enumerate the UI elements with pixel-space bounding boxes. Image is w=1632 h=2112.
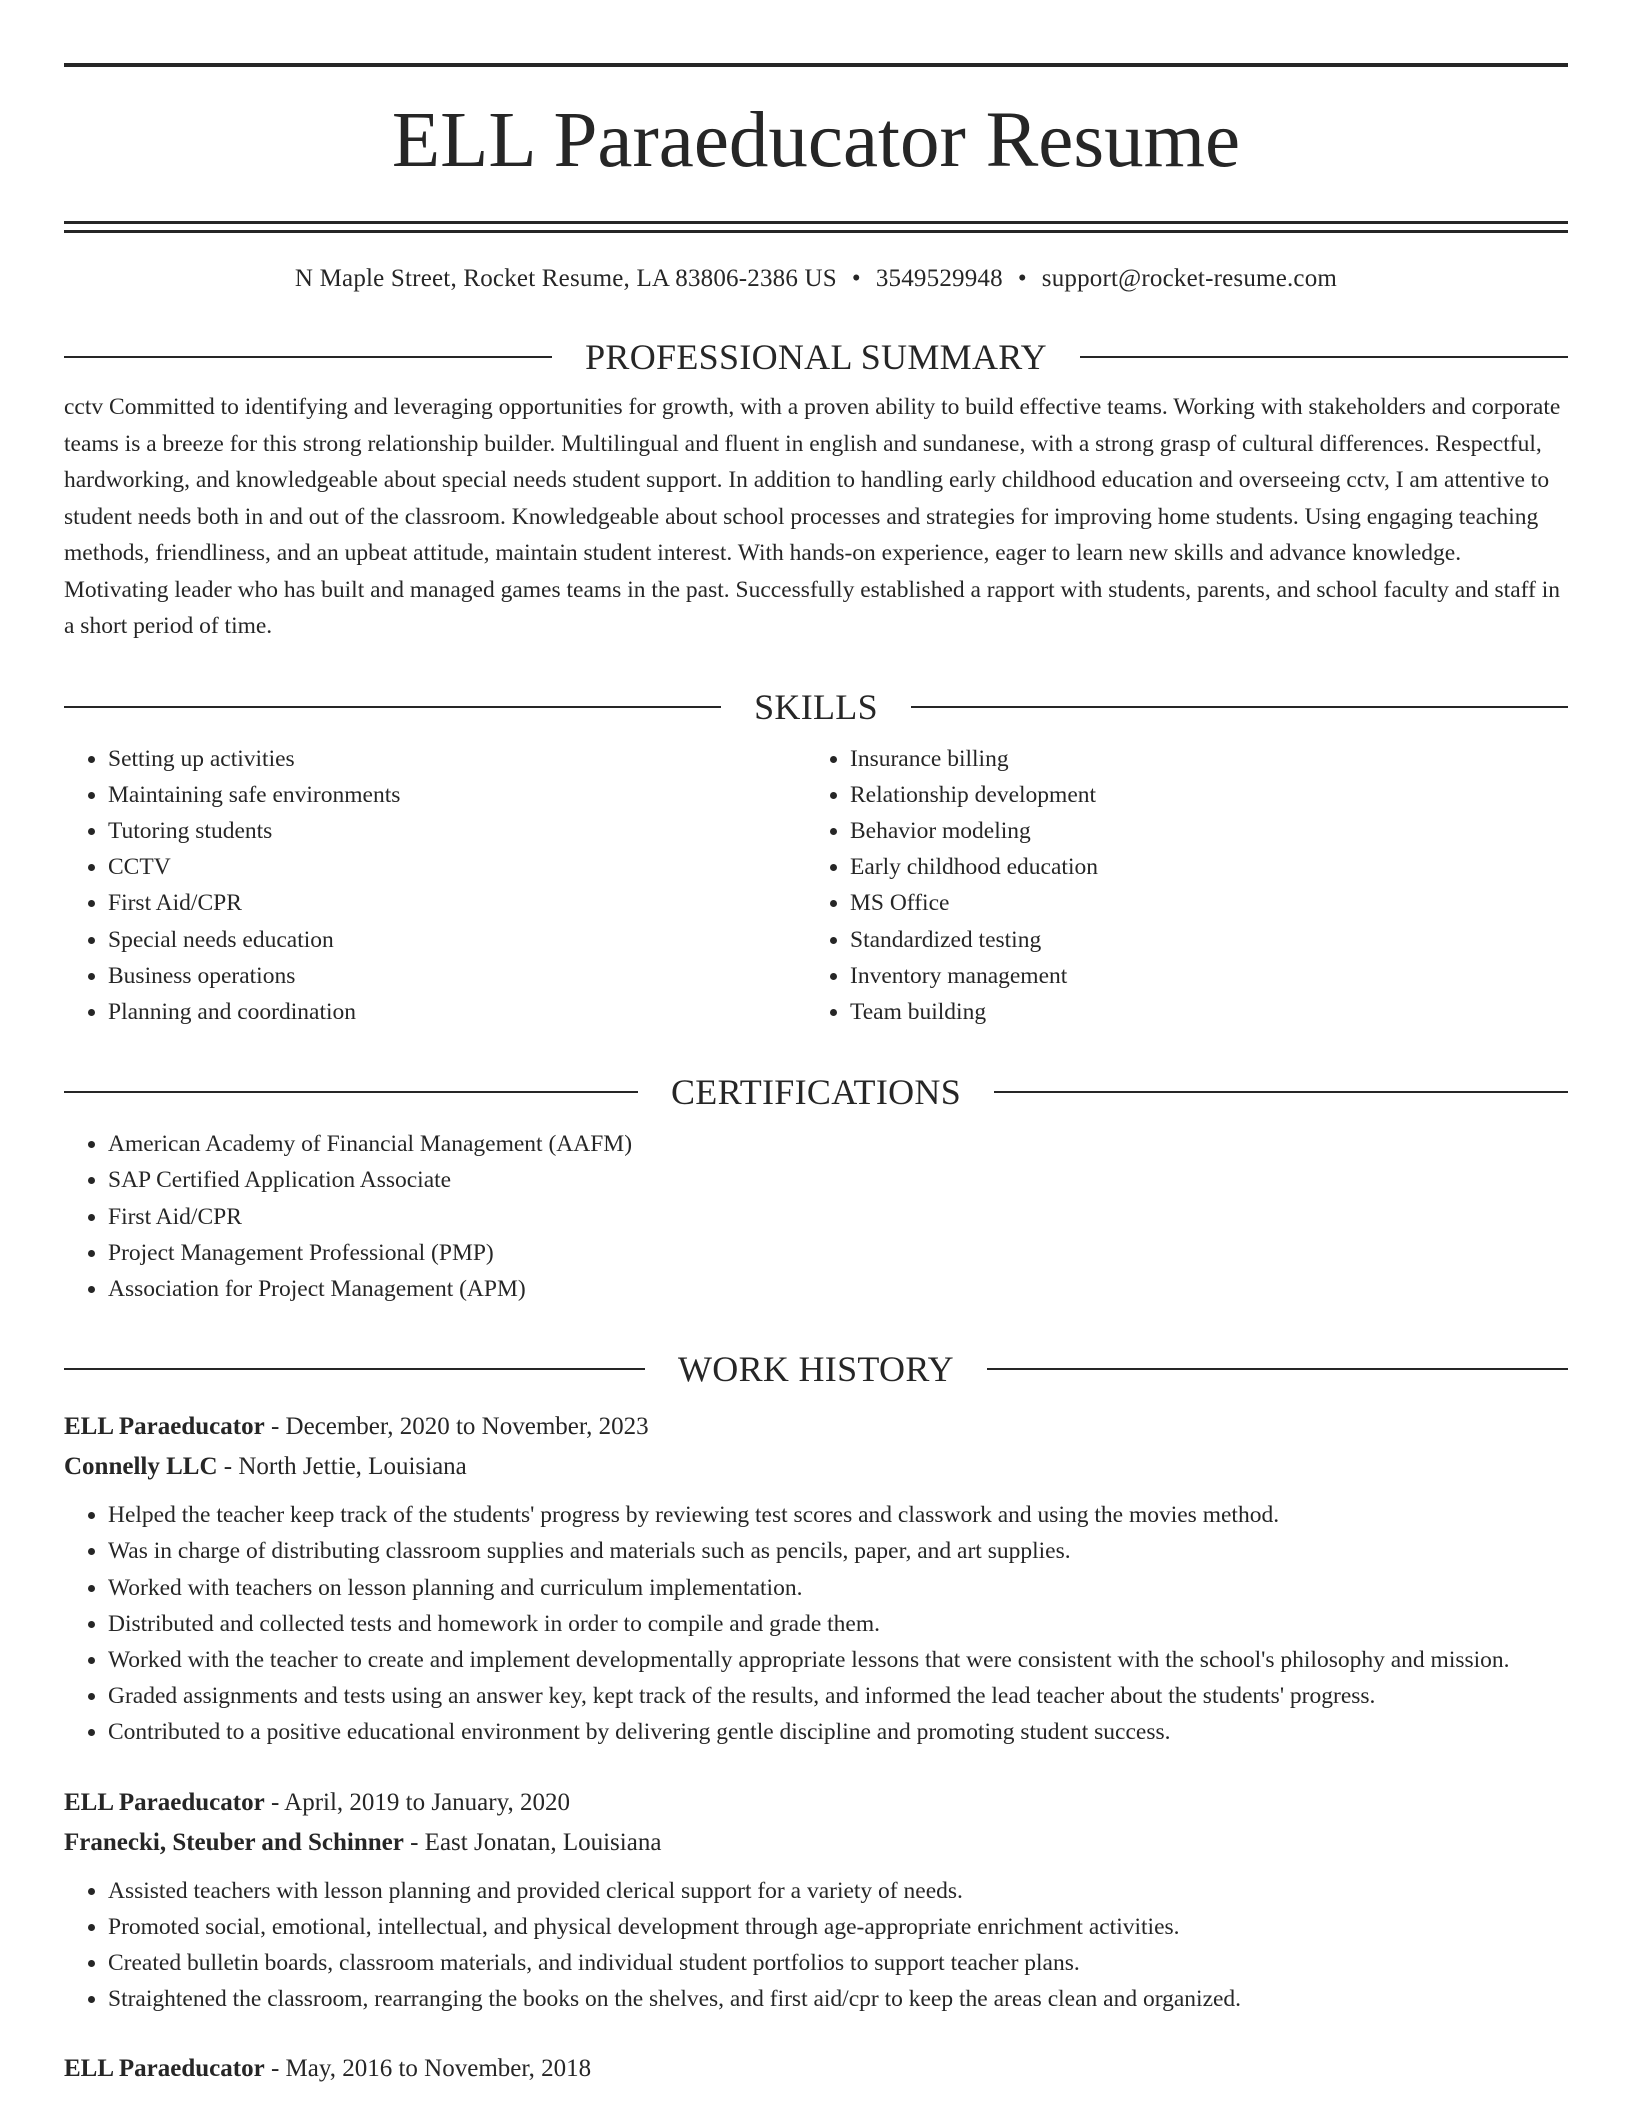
heading-rule xyxy=(911,706,1568,708)
job-duty: • Worked with the teacher to create and implement developmentally appropriate lessons that were consistent with the school's philosophy and mission. xyxy=(108,1642,1568,1678)
heading-rule xyxy=(64,356,552,358)
skills-heading xyxy=(64,685,1568,729)
contact-line xyxy=(64,263,1568,295)
skill-item: • CCTV xyxy=(108,849,806,885)
contact-address: N Maple Street, Rocket Resume, LA 83806-2386 US xyxy=(294,265,837,292)
certification-item: • Association for Project Management (APM) xyxy=(108,1271,1568,1307)
job-company-line xyxy=(64,1823,1568,1863)
job-duty: • Created bulletin boards, classroom materials, and individual student portfolios to support teacher plans. xyxy=(108,1945,1568,1981)
certifications-list xyxy=(64,1126,1568,1307)
certifications-heading-label: CERTIFICATIONS xyxy=(670,1072,962,1113)
resume-page xyxy=(64,0,1568,2089)
certification-item: • American Academy of Financial Management (AAFM) xyxy=(108,1126,1568,1162)
job-duty: • Promoted social, emotional, intellectual, and physical development through age-appropriate enrichment activities. xyxy=(108,1909,1568,1945)
job-duties xyxy=(64,1497,1568,1750)
skill-item: • Team building xyxy=(850,994,1568,1030)
job-duty: • Helped the teacher keep track of the students' progress by reviewing test scores and classwork and using the movies method. xyxy=(108,1497,1568,1533)
job-dates: April, 2019 to January, 2020 xyxy=(284,1788,570,1816)
job-duty: • Distributed and collected tests and homework in order to compile and grade them. xyxy=(108,1606,1568,1642)
skill-item: • Early childhood education xyxy=(850,849,1568,885)
work-history-heading-label: WORK HISTORY xyxy=(678,1349,954,1390)
skills-left-list xyxy=(64,741,806,1031)
certification-item: • Project Management Professional (PMP) xyxy=(108,1235,1568,1271)
summary-heading xyxy=(64,335,1568,379)
skill-item: • MS Office xyxy=(850,885,1568,921)
top-rule xyxy=(64,63,1568,67)
heading-rule xyxy=(64,706,721,708)
skill-item: • Planning and coordination xyxy=(108,994,806,1030)
job-separator: - xyxy=(217,1453,239,1481)
job-duty: • Was in charge of distributing classroom supplies and materials such as pencils, paper, and art supplies. xyxy=(108,1533,1568,1569)
skill-item: • Business operations xyxy=(108,958,806,994)
job-entry xyxy=(64,1407,1568,1750)
job-duty: • Contributed to a positive educational environment by delivering gentle discipline and promoting student success. xyxy=(108,1714,1568,1750)
skill-item: • Standardized testing xyxy=(850,922,1568,958)
job-separator: - xyxy=(264,2055,286,2083)
job-separator: - xyxy=(403,1828,425,1856)
job-separator: - xyxy=(264,1788,285,1816)
contact-email: support@rocket-resume.com xyxy=(1041,265,1338,292)
job-entry xyxy=(64,1783,1568,2018)
heading-rule xyxy=(64,1368,645,1370)
contact-separator: • xyxy=(851,265,861,292)
skills-heading-label: SKILLS xyxy=(754,686,878,727)
heading-rule xyxy=(987,1368,1568,1370)
job-duty: • Graded assignments and tests using an answer key, kept track of the results, and informed the lead teacher about the students' progress. xyxy=(108,1678,1568,1714)
job-duty: • Straightened the classroom, rearranging the books on the shelves, and first aid/cpr to keep the areas clean and organized. xyxy=(108,1981,1568,2017)
title-double-rule xyxy=(64,221,1568,233)
job-duty: • Assisted teachers with lesson planning and provided clerical support for a variety of needs. xyxy=(108,1873,1568,1909)
job-company: Franecki, Steuber and Schinner xyxy=(64,1828,404,1856)
job-location: North Jettie, Louisiana xyxy=(238,1453,467,1481)
contact-separator: • xyxy=(1017,265,1027,292)
job-title-line xyxy=(64,1407,1568,1447)
skills-right-list xyxy=(806,741,1568,1031)
skill-item: • Behavior modeling xyxy=(850,813,1568,849)
skills-column-right xyxy=(806,741,1568,1031)
resume-title: ELL Paraeducator Resume xyxy=(391,97,1241,184)
certification-item: • First Aid/CPR xyxy=(108,1199,1568,1235)
skills-column-left xyxy=(64,741,806,1031)
certifications-items xyxy=(64,1126,1568,1307)
skill-item: • Maintaining safe environments xyxy=(108,777,806,813)
job-title-line xyxy=(64,2049,1568,2089)
skill-item: • First Aid/CPR xyxy=(108,885,806,921)
summary-text: cctv Committed to identifying and leveraging opportunities for growth, with a proven ability to build effective teams. Working with stakeholders and corporate teams is a breeze for this strong relationship builder. Multilingual and fluent in english and sundanese, with a strong grasp of cultural differences. Respectful, hardworking, and knowledgeable about special needs student support. In addition to handling early childhood education and overseeing cctv, I am attentive to student needs both in and out of the classroom. Knowledgeable about school processes and strategies for improving home students. Using engaging teaching methods, friendliness, and an upbeat attitude, maintain student interest. With hands-on experience, eager to learn new skills and advance knowledge. Motivating leader who has built and managed games teams in the past. Successfully established a rapport with students, parents, and school faculty and staff in a short period of time. xyxy=(64,394,1561,639)
heading-rule xyxy=(994,1091,1568,1093)
job-title: ELL Paraeducator xyxy=(64,1413,265,1441)
job-company-line xyxy=(64,1447,1568,1487)
job-title-line xyxy=(64,1783,1568,1823)
certifications-heading xyxy=(64,1070,1568,1114)
skill-item: • Special needs education xyxy=(108,922,806,958)
skill-item: • Setting up activities xyxy=(108,741,806,777)
skill-item: • Insurance billing xyxy=(850,741,1568,777)
skill-item: • Tutoring students xyxy=(108,813,806,849)
job-company: Connelly LLC xyxy=(64,1453,218,1481)
summary-heading-label: PROFESSIONAL SUMMARY xyxy=(585,337,1047,377)
certification-item: • SAP Certified Application Associate xyxy=(108,1162,1568,1198)
heading-rule xyxy=(1080,356,1568,358)
job-entry xyxy=(64,2049,1568,2089)
skill-item: • Inventory management xyxy=(850,958,1568,994)
heading-rule xyxy=(64,1091,638,1093)
job-dates: May, 2016 to November, 2018 xyxy=(285,2055,592,2083)
skill-item: • Relationship development xyxy=(850,777,1568,813)
job-title: ELL Paraeducator xyxy=(64,1788,265,1816)
job-separator: - xyxy=(264,1413,286,1441)
contact-phone: 3549529948 xyxy=(875,265,1003,292)
job-duty: • Worked with teachers on lesson planning and curriculum implementation. xyxy=(108,1570,1568,1606)
job-title: ELL Paraeducator xyxy=(64,2055,265,2083)
job-location: East Jonatan, Louisiana xyxy=(424,1828,662,1856)
skills-list xyxy=(64,741,1568,1031)
work-history-heading xyxy=(64,1347,1568,1391)
job-duties xyxy=(64,1873,1568,2018)
job-dates: December, 2020 to November, 2023 xyxy=(285,1413,649,1441)
